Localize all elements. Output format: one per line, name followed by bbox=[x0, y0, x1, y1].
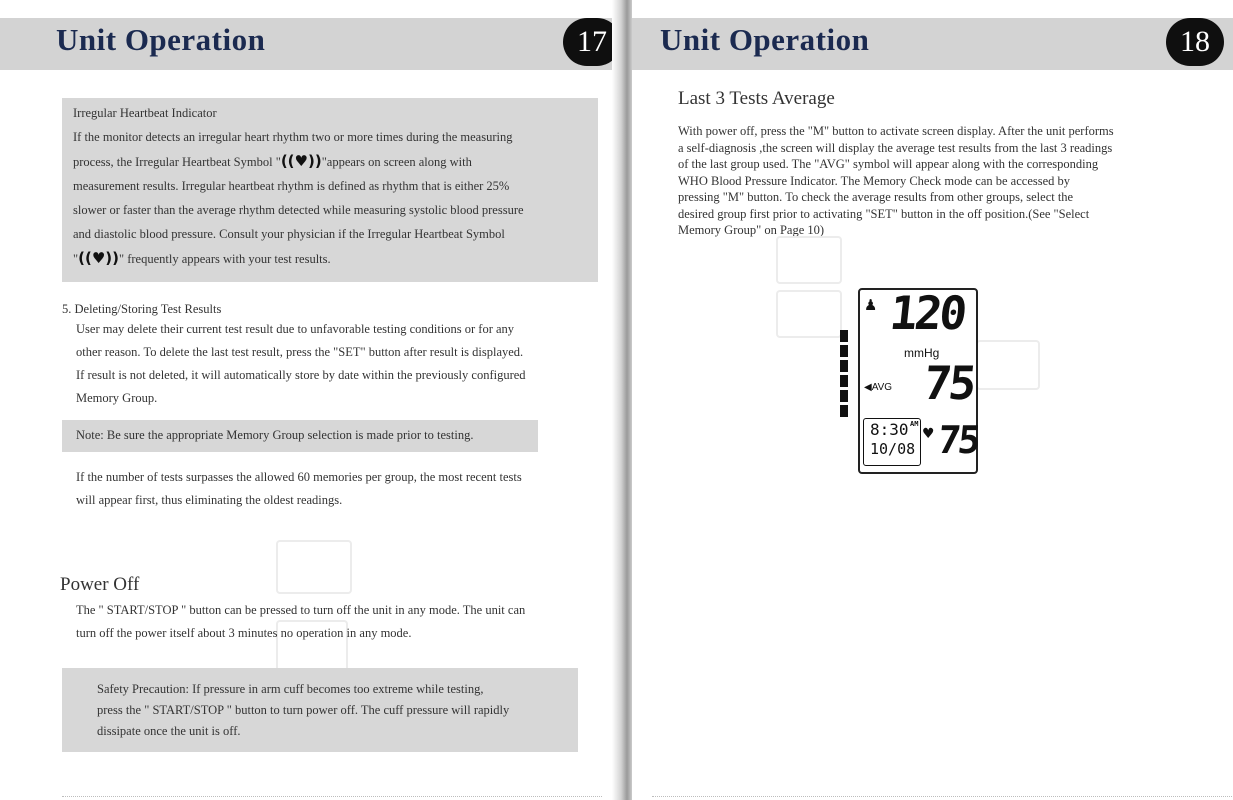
safety-line-3: dissipate once the unit is off. bbox=[97, 724, 241, 738]
who-bar bbox=[840, 405, 848, 417]
show-through-ghost bbox=[976, 340, 1040, 390]
avg-arrow-icon: ◀ bbox=[864, 382, 872, 393]
pulse-heart-icon: ♥ bbox=[922, 426, 935, 442]
deleting-line-1: User may delete their current test result due to unfavorable testing conditions or for any bbox=[76, 322, 515, 336]
page-number-badge: 17 bbox=[563, 18, 621, 66]
show-through-ghost bbox=[776, 290, 842, 338]
deleting-line-3: If result is not deleted, it will automatically store by date within the previously configured bbox=[76, 368, 526, 382]
deleting-heading: 5. Deleting/Storing Test Results bbox=[62, 302, 222, 316]
lcd-diastolic: 75 bbox=[921, 356, 977, 410]
who-bar bbox=[840, 345, 848, 357]
irregular-line-2-start: process, the Irregular Heartbeat Symbol " bbox=[73, 155, 281, 169]
irregular-line-6-end: " frequently appears with your test results. bbox=[118, 252, 331, 266]
lcd-avg-label: AVG bbox=[871, 382, 893, 393]
lcd-date: 10/08 bbox=[870, 440, 916, 458]
page-title: Unit Operation bbox=[56, 22, 266, 57]
irregular-heartbeat-icon: ((♥)) bbox=[78, 249, 119, 267]
last-3-tests-body bbox=[678, 123, 1218, 239]
irregular-line-4: slower or faster than the average rhythm detected while measuring systolic blood pressure bbox=[73, 203, 524, 217]
footer-dotted-line bbox=[62, 796, 602, 797]
body-line: Memory Group" on Page 10) bbox=[678, 223, 825, 237]
safety-line-2: press the " START/STOP " button to turn power off. The cuff pressure will rapidly bbox=[97, 703, 510, 717]
irregular-heartbeat-title: Irregular Heartbeat Indicator bbox=[73, 106, 217, 120]
right-page bbox=[632, 0, 1233, 800]
last-3-tests-heading: Last 3 Tests Average bbox=[678, 88, 835, 109]
deleting-line-2: other reason. To delete the last test result, press the "SET" button after result is displayed. bbox=[76, 345, 524, 359]
lcd-time: 8:30 bbox=[870, 420, 909, 439]
irregular-line-6 bbox=[73, 247, 331, 272]
page-number-badge: 18 bbox=[1166, 18, 1224, 66]
body-line: With power off, press the "M" button to activate screen display. After the unit performs bbox=[678, 124, 1114, 138]
irregular-line-2 bbox=[73, 150, 472, 175]
show-through-ghost bbox=[776, 236, 842, 284]
lcd-unit: mmHg bbox=[904, 346, 940, 360]
irregular-line-6-start: " bbox=[73, 252, 79, 266]
footer-dotted-line bbox=[652, 796, 1232, 797]
page-title: Unit Operation bbox=[660, 22, 870, 57]
irregular-line-1: If the monitor detects an irregular heart rhythm two or more times during the measuring bbox=[73, 130, 513, 144]
body-line: of the last group used. The "AVG" symbol will appear along with the corresponding bbox=[678, 157, 1099, 171]
irregular-line-5: and diastolic blood pressure. Consult your physician if the Irregular Heartbeat Symbol bbox=[73, 227, 505, 241]
memories-line-2: will appear first, thus eliminating the oldest readings. bbox=[76, 493, 343, 507]
irregular-line-3: measurement results. Irregular heartbeat rhythm is defined as rhythm that is either 25% bbox=[73, 179, 510, 193]
lcd-pulse: 75 bbox=[935, 418, 981, 462]
power-off-line-2: turn off the power itself about 3 minutes no operation in any mode. bbox=[76, 626, 412, 640]
body-line: desired group first prior to activating "SET" button in the off position.(See "Select bbox=[678, 206, 1090, 221]
who-indicator-bars bbox=[840, 330, 850, 420]
body-line: WHO Blood Pressure Indicator. The Memory Check mode can be accessed by bbox=[678, 173, 1071, 188]
user-icon: ♟ bbox=[864, 296, 878, 314]
who-bar bbox=[840, 390, 848, 402]
note-text: Note: Be sure the appropriate Memory Group selection is made prior to testing. bbox=[76, 428, 474, 442]
safety-line-1: Safety Precaution: If pressure in arm cuff becomes too extreme while testing, bbox=[97, 682, 484, 696]
lcd-display bbox=[858, 286, 981, 474]
irregular-heartbeat-icon: ((♥)) bbox=[280, 152, 322, 170]
power-off-heading: Power Off bbox=[60, 574, 140, 595]
lcd-systolic: 120 bbox=[887, 286, 967, 340]
lcd-avg-indicator bbox=[864, 382, 892, 393]
who-bar bbox=[840, 360, 848, 372]
memories-line-1: If the number of tests surpasses the allowed 60 memories per group, the most recent tests bbox=[76, 470, 522, 484]
show-through-ghost bbox=[276, 540, 352, 594]
who-bar bbox=[840, 375, 848, 387]
power-off-line-1: The " START/STOP " button can be pressed to turn off the unit in any mode. The unit can bbox=[76, 603, 526, 617]
body-line: pressing "M" button. To check the average results from other groups, select the bbox=[678, 190, 1074, 204]
body-line: a self-diagnosis ,the screen will display the average test results from the last 3 readings bbox=[678, 140, 1113, 155]
deleting-line-4: Memory Group. bbox=[76, 391, 158, 405]
who-bar bbox=[840, 330, 848, 342]
irregular-line-2-end: "appears on screen along with bbox=[321, 155, 472, 169]
lcd-am: AM bbox=[910, 420, 919, 428]
